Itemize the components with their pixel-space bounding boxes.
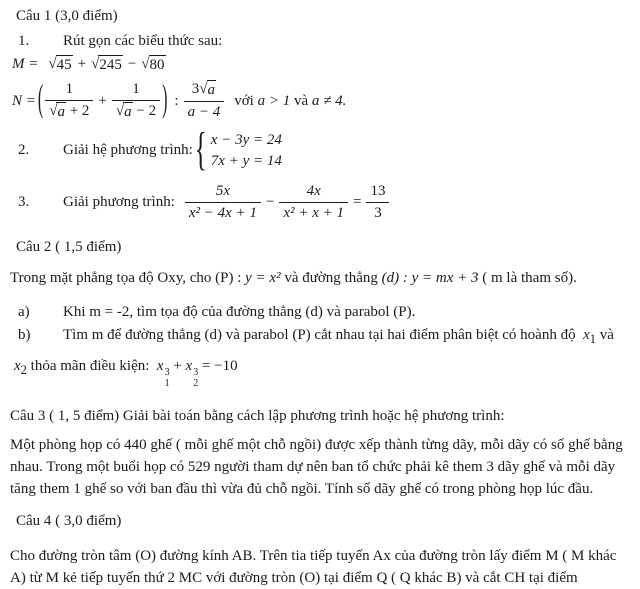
sqrt-term-a <box>49 102 66 122</box>
system-equation-2: 7x + y = 14 <box>210 152 282 169</box>
line-equation: (d) : y = mx + 3 <box>381 270 479 286</box>
fraction-middle <box>279 182 348 223</box>
intro-text: Trong mặt phẳng tọa độ Oxy, cho (P) : <box>10 270 246 286</box>
sqrt-symbol: √ <box>49 103 57 119</box>
plus-operator: + <box>77 56 87 72</box>
x1-cubed-scripts <box>165 368 170 389</box>
equals-sign: = <box>352 193 362 210</box>
part-a-text: Khi m = -2, tìm tọa độ của đường thẳng (d) và parabol (P). <box>63 304 416 320</box>
system-equation-1: x − 3y = 24 <box>210 131 282 148</box>
fraction-denominator <box>112 100 160 122</box>
condition-math: a > 1 <box>257 92 291 109</box>
part-b-body: Tìm m để đường thẳng (d) và parabol (P) cắt nhau tại hai điểm phân biệt có hoành độ <box>63 326 576 343</box>
sqrt-symbol: √ <box>141 55 149 72</box>
minus-operator: − <box>265 193 275 210</box>
condition-word: và <box>293 92 309 109</box>
sqrt-term-a <box>116 102 133 122</box>
close-paren: ) <box>162 79 168 120</box>
x1-cubed-base: x <box>156 358 164 375</box>
radicand-45: 45 <box>56 56 72 73</box>
item1-number: 1. <box>18 32 30 49</box>
cau1-heading: Câu 1 (3,0 điểm) <box>16 8 118 24</box>
cau1-item1 <box>10 32 630 51</box>
cau3-heading: Câu 3 ( 1, 5 điểm) Giải bài toán bằng cách lập phương trình hoặc hệ phương trình: <box>10 408 505 425</box>
m-lhs: M = <box>12 56 39 72</box>
sqrt-term-80 <box>141 55 165 75</box>
item1-text: Rút gọn các biểu thức sau: <box>63 32 223 49</box>
fraction-left <box>185 182 261 223</box>
condition-text: thỏa mãn điều kiện: <box>30 358 150 375</box>
intro-text: và đường thẳng <box>280 270 382 286</box>
sqrt-term-a <box>199 80 216 100</box>
item3-text: Giải phương trình: <box>63 193 175 210</box>
cau2-part-b <box>10 326 630 348</box>
sqrt-symbol: √ <box>199 81 207 98</box>
section-cau2 <box>10 238 630 389</box>
cau4-heading: Câu 4 ( 3,0 điểm) <box>16 513 122 530</box>
sqrt-term-245 <box>91 55 123 75</box>
item2-text: Giải hệ phương trình: <box>63 142 193 159</box>
item3-number: 3. <box>18 193 30 210</box>
coefficient: 3 <box>191 81 200 98</box>
fraction-numerator: 13 <box>370 182 386 199</box>
part-b-text <box>63 326 614 348</box>
x2-cubed-scripts <box>193 368 198 389</box>
fraction-denominator: a − 4 <box>184 101 225 122</box>
fraction-denominator: 3 <box>366 202 389 223</box>
section-cau1 <box>10 7 630 222</box>
x2-variable: x <box>14 358 21 375</box>
subscript: 1 <box>164 377 170 389</box>
cau2-part-b-line2 <box>14 355 630 389</box>
part-a-label: a) <box>18 304 30 320</box>
fraction-denominator: x² + x + 1 <box>279 202 348 223</box>
cau1-item3 <box>10 182 630 223</box>
sqrt-term-45 <box>48 55 72 75</box>
x1-subscript: 1 <box>589 331 597 346</box>
condition-rhs: = −10 <box>201 358 238 375</box>
equation-system <box>211 130 282 172</box>
formula-n <box>12 80 630 122</box>
cau3-body: Một phòng họp có 440 ghế ( mỗi ghế một chỗ ngồi) được xếp thành từng dãy, mỗi dãy có số ghế bằng nhau. Trong một buổi họp có 529 người tham dự nên ban tổ chức phải kê them 3 dãy ghế và mỗi dãy tăng them 1 ghế so với ban đầu thì vừa đủ chỗ ngồi. Tính số dãy ghế có trong phòng họp lúc đầu. <box>10 437 623 498</box>
fraction-numerator: 1 <box>65 81 74 98</box>
radicand-80: 80 <box>149 56 165 73</box>
x1-variable: x <box>583 326 590 343</box>
plus-operator: + <box>98 92 107 109</box>
part-b-tail: và <box>599 326 614 343</box>
fraction-denominator <box>45 100 93 122</box>
radicand-a: a <box>124 104 132 120</box>
fraction-numerator <box>184 80 225 101</box>
section-cau4 <box>10 512 630 589</box>
n-lhs: N = <box>12 92 36 109</box>
condition-word: với <box>234 92 254 109</box>
minus-operator: − <box>127 56 137 72</box>
fraction-2 <box>112 80 160 122</box>
sqrt-symbol: √ <box>115 103 124 119</box>
sqrt-symbol: √ <box>91 55 99 72</box>
cau4-body: Cho đường tròn tâm (O) đường kính AB. Trên tia tiếp tuyến Ax của đường tròn lấy điểm M ( M khác A) từ M kẻ tiếp tuyến thứ 2 MC với đường tròn (O) tại điểm Q ( Q khác B) và cắt CH tại điểm <box>10 547 617 586</box>
parabola-equation: y = x² <box>245 270 281 286</box>
subscript: 2 <box>193 377 199 389</box>
cau2-intro <box>10 267 630 289</box>
superscript: 3 <box>193 367 199 379</box>
item2-number: 2. <box>18 142 30 159</box>
fraction-denominator: x² − 4x + 1 <box>185 202 261 223</box>
radicand-a: a <box>207 82 216 99</box>
plus-operator: + <box>173 358 182 375</box>
open-paren: ( <box>37 79 44 120</box>
fraction-numerator: 1 <box>132 81 140 98</box>
den-rest: − 2 <box>136 103 157 119</box>
x2-subscript: 2 <box>20 363 27 378</box>
den-rest: + 2 <box>69 103 90 119</box>
radicand-245: 245 <box>99 56 122 73</box>
fraction-numerator: 5x <box>215 182 230 199</box>
fraction-1 <box>45 80 93 122</box>
condition-math: a ≠ 4. <box>311 92 347 109</box>
intro-text: ( m là tham số). <box>478 270 577 286</box>
cau1-item2 <box>10 125 630 176</box>
x2-cubed-base: x <box>185 358 193 375</box>
fraction-right <box>366 182 389 223</box>
fraction-numerator: 4x <box>306 182 321 199</box>
part-b-label: b) <box>18 326 31 343</box>
radicand-a: a <box>57 104 65 120</box>
superscript: 3 <box>164 367 170 379</box>
sqrt-symbol: √ <box>48 55 56 72</box>
system-brace: { <box>194 125 207 176</box>
section-cau3 <box>10 407 630 500</box>
formula-m <box>12 55 630 75</box>
cau2-heading: Câu 2 ( 1,5 điểm) <box>16 239 122 256</box>
fraction-3 <box>184 80 225 122</box>
division-colon: : <box>174 92 179 109</box>
cau2-part-a <box>10 303 630 322</box>
